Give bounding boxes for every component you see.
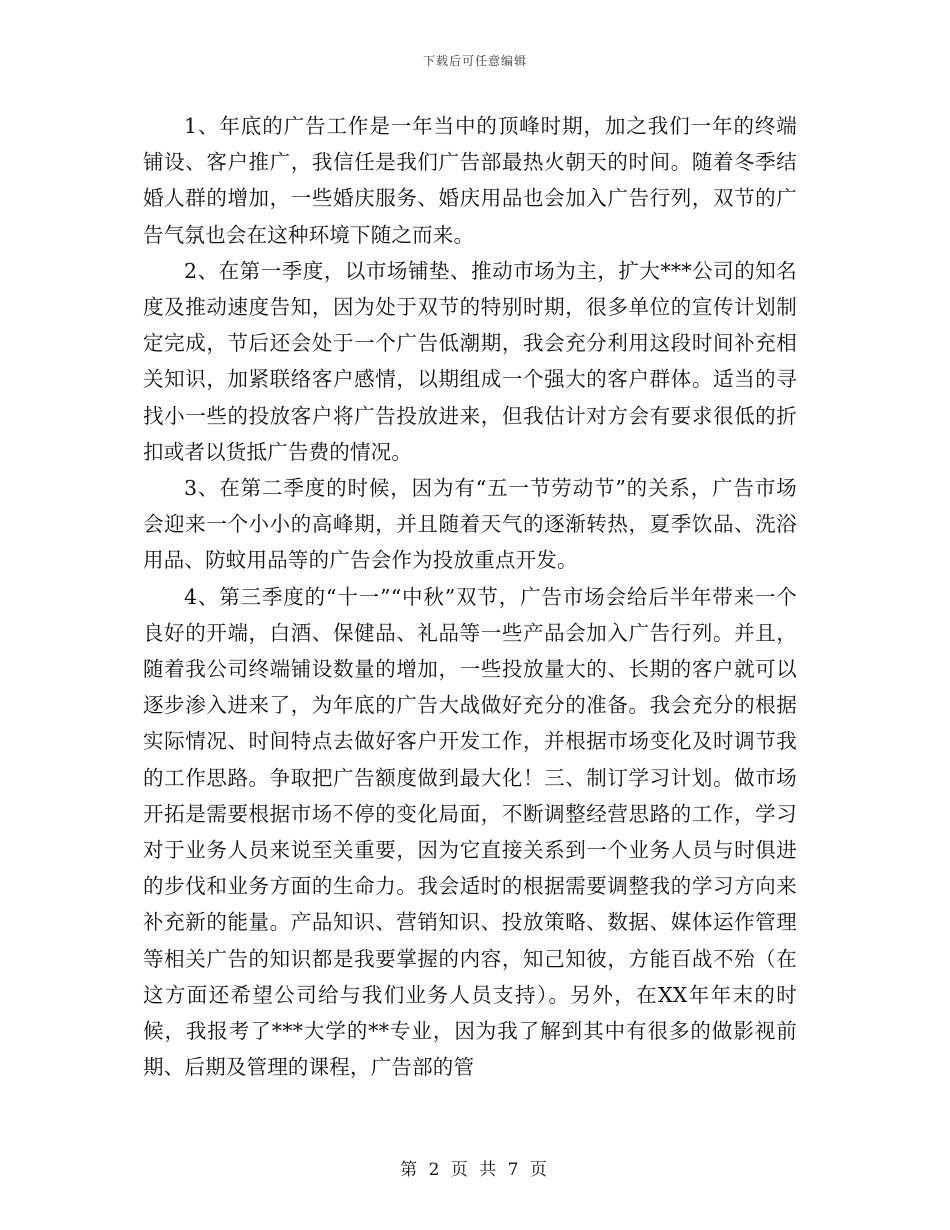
- page-header: 下载后可任意编辑: [422, 54, 527, 68]
- paragraph-4: 4、第三季度的“十一”“中秋”双节，广告市场会给后半年带来一个良好的开端，白酒、保健品、礼品等一些产品会加入广告行列。并且，随着我公司终端铺设数量的增加，一些投放量大的、长期的客户就可以逐步渗入进来了，为年底的广告大战做好充分的准备。我会充分的根据实际情况、时间特点去做好客户开发工作，并根据市场变化及时调节我的工作思路。争取把广告额度做到最大化！三、制订学习计划。做市场开拓是需要根据市场不停的变化局面，不断调整经营思路的工作，学习对于业务人员来说至关重要，因为它直接关系到一个业务人员与时俱进的步伐和业务方面的生命力。我会适时的根据需要调整我的学习方向来补充新的能量。产品知识、营销知识、投放策略、数据、媒体运作管理等相关广告的知识都是我要掌握的内容，知己知彼，方能百战不殆（在这方面还希望公司给与我们业务人员支持）。另外，在XX年年末的时候，我报考了***大学的**专业，因为我了解到其中有很多的做影视前期、后期及管理的课程，广告部的管: [143, 584, 797, 1080]
- document-body: [143, 108, 797, 1085]
- paragraph-1: 1、年底的广告工作是一年当中的顶峰时期，加之我们一年的终端铺设、客户推广，我信任是我们广告部最热火朝天的时间。随着冬季结婚人群的增加，一些婚庆服务、婚庆用品也会加入广告行列，双节的广告气氛也会在这种环境下随之而来。: [143, 114, 797, 247]
- page-number-footer: 第 2 页 共 7 页: [400, 1160, 550, 1180]
- paragraph-2: 2、在第一季度，以市场铺垫、推动市场为主，扩大***公司的知名度及推动速度告知，因为处于双节的特别时期，很多单位的宣传计划制定完成，节后还会处于一个广告低潮期，我会充分利用这段时间补充相关知识，加紧联络客户感情，以期组成一个强大的客户群体。适当的寻找小一些的投放客户将广告投放进来，但我估计对方会有要求很低的折扣或者以货抵广告费的情况。: [143, 258, 797, 464]
- paragraph-3: 3、在第二季度的时候，因为有“五一节劳动节”的关系，广告市场会迎来一个小小的高峰期，并且随着天气的逐渐转热，夏季饮品、洗浴用品、防蚊用品等的广告会作为投放重点开发。: [143, 476, 797, 573]
